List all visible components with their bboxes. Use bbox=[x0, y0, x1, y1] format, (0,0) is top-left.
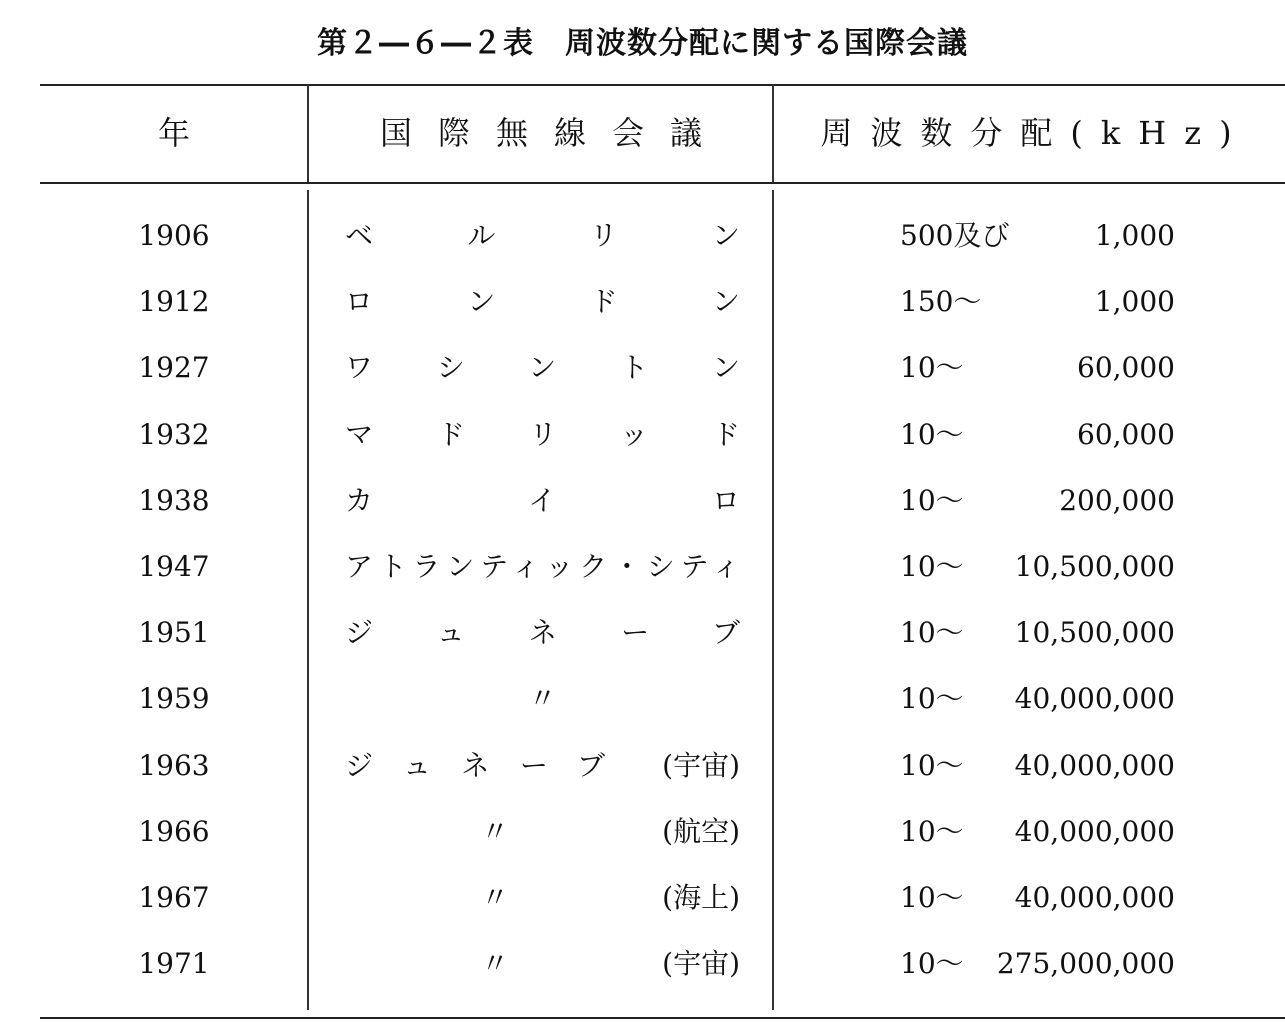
cell-frequency-from: 10～ bbox=[900, 682, 964, 716]
cell-year: 1959 bbox=[138, 682, 210, 716]
column-divider-2 bbox=[772, 84, 774, 182]
table-row bbox=[0, 936, 1285, 992]
table-row bbox=[0, 208, 1285, 264]
cell-frequency-to: 40,000,000 bbox=[1014, 682, 1175, 716]
cell-frequency-to: 200,000 bbox=[1059, 483, 1175, 517]
cell-year: 1938 bbox=[138, 483, 210, 517]
cell-frequency-to: 10,500,000 bbox=[1014, 616, 1175, 650]
cell-conference: ジュネーブ bbox=[345, 616, 740, 650]
table-row bbox=[0, 671, 1285, 727]
cell-frequency-to: 60,000 bbox=[1077, 351, 1175, 385]
table-row bbox=[0, 473, 1285, 529]
conference-note: (航空) bbox=[662, 814, 740, 848]
conference-note: (宇宙) bbox=[662, 748, 740, 782]
cell-frequency-to: 10,500,000 bbox=[1014, 550, 1175, 583]
table-row bbox=[0, 407, 1285, 463]
conference-name: 〃 bbox=[480, 814, 509, 848]
cell-year: 1967 bbox=[138, 881, 210, 914]
cell-frequency-from: 500及び bbox=[900, 219, 1010, 252]
cell-year: 1912 bbox=[138, 285, 210, 319]
cell-frequency-from: 150～ bbox=[900, 285, 982, 319]
cell-conference bbox=[345, 936, 740, 992]
cell-frequency-from: 10～ bbox=[900, 417, 964, 451]
cell-year: 1906 bbox=[138, 219, 210, 252]
cell-frequency-from: 10～ bbox=[900, 483, 964, 517]
cell-conference: アトランティック・シティ bbox=[345, 550, 740, 583]
cell-frequency-to: 40,000,000 bbox=[1014, 814, 1175, 848]
bottom-rule bbox=[40, 1017, 1285, 1019]
cell-conference: ワシントン bbox=[345, 351, 740, 385]
cell-frequency-from: 10～ bbox=[900, 814, 964, 848]
conference-note: (宇宙) bbox=[662, 947, 740, 981]
conference-note: (海上) bbox=[662, 881, 740, 914]
cell-year: 1947 bbox=[138, 550, 210, 583]
cell-conference: 〃 bbox=[528, 682, 557, 716]
cell-conference: ロンドン bbox=[345, 285, 740, 319]
top-rule bbox=[40, 84, 1285, 86]
cell-frequency-from: 10～ bbox=[900, 550, 964, 583]
table-row bbox=[0, 870, 1285, 926]
header-year: 年 bbox=[157, 114, 190, 152]
table-row bbox=[0, 738, 1285, 794]
cell-conference bbox=[345, 738, 740, 794]
cell-conference bbox=[345, 804, 740, 860]
cell-year: 1963 bbox=[138, 748, 210, 782]
cell-conference: ベルリン bbox=[345, 219, 740, 252]
cell-frequency-to: 275,000,000 bbox=[996, 947, 1175, 981]
header-rule bbox=[40, 182, 1285, 184]
cell-year: 1927 bbox=[138, 351, 210, 385]
conference-name: ジュネーブ bbox=[345, 748, 605, 782]
cell-frequency-from: 10～ bbox=[900, 616, 964, 650]
cell-year: 1951 bbox=[138, 616, 210, 650]
cell-frequency-from: 10～ bbox=[900, 748, 964, 782]
cell-year: 1932 bbox=[138, 417, 210, 451]
table-row bbox=[0, 340, 1285, 396]
cell-frequency-from: 10～ bbox=[900, 881, 964, 914]
cell-conference: マドリッド bbox=[345, 417, 740, 451]
table-row bbox=[0, 804, 1285, 860]
cell-frequency-to: 60,000 bbox=[1077, 417, 1175, 451]
cell-frequency-to: 1,000 bbox=[1094, 285, 1175, 319]
cell-frequency-from: 10～ bbox=[900, 947, 964, 981]
cell-conference bbox=[345, 870, 740, 926]
table-title: 第２―６―２表 周波数分配に関する国際会議 bbox=[317, 26, 968, 61]
table-row bbox=[0, 539, 1285, 595]
header-frequency: 周波数分配(kHz) bbox=[820, 114, 1250, 152]
cell-frequency-to: 40,000,000 bbox=[1014, 881, 1175, 914]
cell-frequency-from: 10～ bbox=[900, 351, 964, 385]
cell-frequency-to: 1,000 bbox=[1094, 219, 1175, 252]
cell-frequency-to: 40,000,000 bbox=[1014, 748, 1175, 782]
header-conference: 国際無線会議 bbox=[379, 114, 728, 152]
conference-name: 〃 bbox=[480, 881, 509, 914]
conference-name: 〃 bbox=[480, 947, 509, 981]
table-row bbox=[0, 274, 1285, 330]
cell-year: 1971 bbox=[138, 947, 210, 981]
cell-conference: カイロ bbox=[345, 483, 740, 517]
cell-year: 1966 bbox=[138, 814, 210, 848]
table-row bbox=[0, 605, 1285, 661]
